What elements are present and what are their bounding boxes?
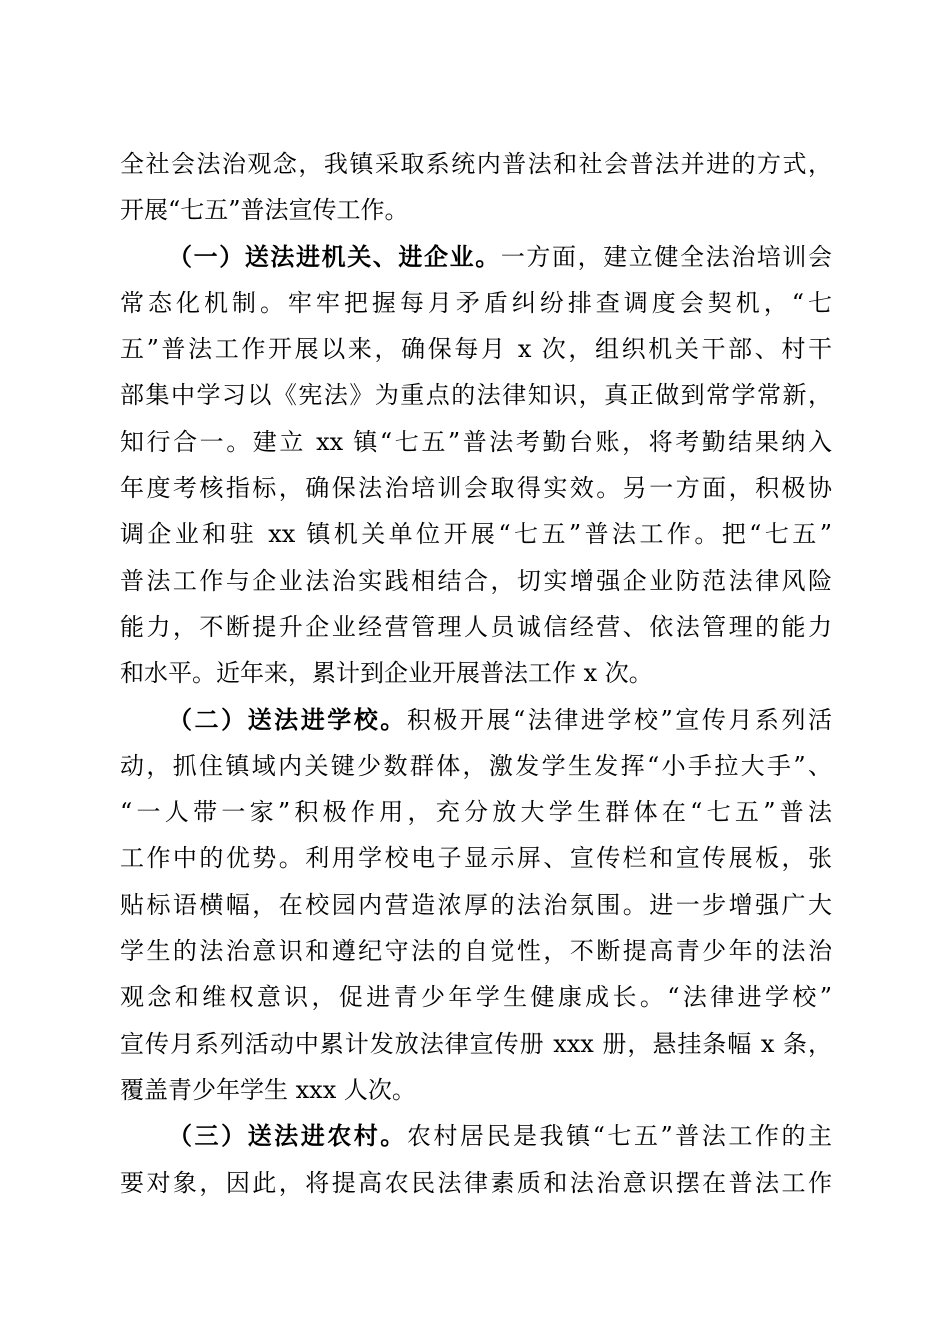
section-3-heading: （三）送法进农村。	[168, 1121, 407, 1151]
intro-paragraph	[120, 141, 832, 234]
section-2-heading: （二）送法进学校。	[168, 704, 407, 734]
section-3-first-line	[120, 1113, 832, 1159]
text-line: “一人带一家”积极作用，充分放大学生群体在“七五”普法	[120, 798, 832, 827]
text-line: 学生的法治意识和遵纪守法的自觉性，不断提高青少年的法治	[120, 937, 832, 966]
text-line: 动，抓住镇域内关键少数群体，激发学生发挥“小手拉大手”、	[120, 751, 832, 780]
section-2-first-text: 积极开展“法律进学校”宣传月系列活	[406, 705, 832, 734]
text-line: 知行合一。建立 xx 镇“七五”普法考勤台账，将考勤结果纳入	[120, 427, 832, 456]
text-line: 贴标语横幅，在校园内营造浓厚的法治氛围。进一步增强广大	[120, 890, 832, 919]
text-line: 工作中的优势。利用学校电子显示屏、宣传栏和宣传展板，张	[120, 844, 832, 873]
text-line: 要对象，因此，将提高农民法律素质和法治意识摆在普法工作	[120, 1168, 832, 1197]
text-line: 五”普法工作开展以来，确保每月 x 次，组织机关干部、村干	[120, 335, 832, 364]
text-line: 调企业和驻 xx 镇机关单位开展“七五”普法工作。把“七五”	[120, 520, 832, 549]
section-1-first-text: 一方面，建立健全法治培训会	[500, 242, 833, 271]
text-line: 常态化机制。牢牢把握每月矛盾纠纷排查调度会契机，“七	[120, 288, 832, 317]
text-line: 部集中学习以《宪法》为重点的法律知识，真正做到常学常新，	[120, 381, 832, 410]
text-line: 宣传月系列活动中累计发放法律宣传册 xxx 册，悬挂条幅 x 条，	[120, 1029, 832, 1058]
section-1-paragraph	[120, 234, 832, 697]
text-line: 能力，不断提升企业经营管理人员诚信经营、依法管理的能力	[120, 612, 832, 641]
text-line: 开展“七五”普法宣传工作。	[120, 196, 409, 225]
section-3-paragraph	[120, 1113, 832, 1206]
section-2-first-line	[120, 697, 832, 743]
section-1-first-line	[120, 234, 832, 280]
text-line: 和水平。近年来，累计到企业开展普法工作 x 次。	[120, 659, 653, 688]
text-line: 年度考核指标，确保法治培训会取得实效。另一方面，积极协	[120, 474, 832, 503]
text-line: 观念和维权意识，促进青少年学生健康成长。“法律进学校”	[120, 983, 832, 1012]
section-2-paragraph	[120, 697, 832, 1114]
text-line: 全社会法治观念，我镇采取系统内普法和社会普法并进的方式，	[120, 150, 832, 178]
text-line: 普法工作与企业法治实践相结合，切实增强企业防范法律风险	[120, 566, 832, 595]
document-body	[120, 141, 832, 1206]
section-1-heading: （一）送法进机关、进企业。	[168, 241, 501, 271]
section-3-first-text: 农村居民是我镇“七五”普法工作的主	[406, 1122, 832, 1151]
text-line: 覆盖青少年学生 xxx 人次。	[120, 1075, 416, 1104]
